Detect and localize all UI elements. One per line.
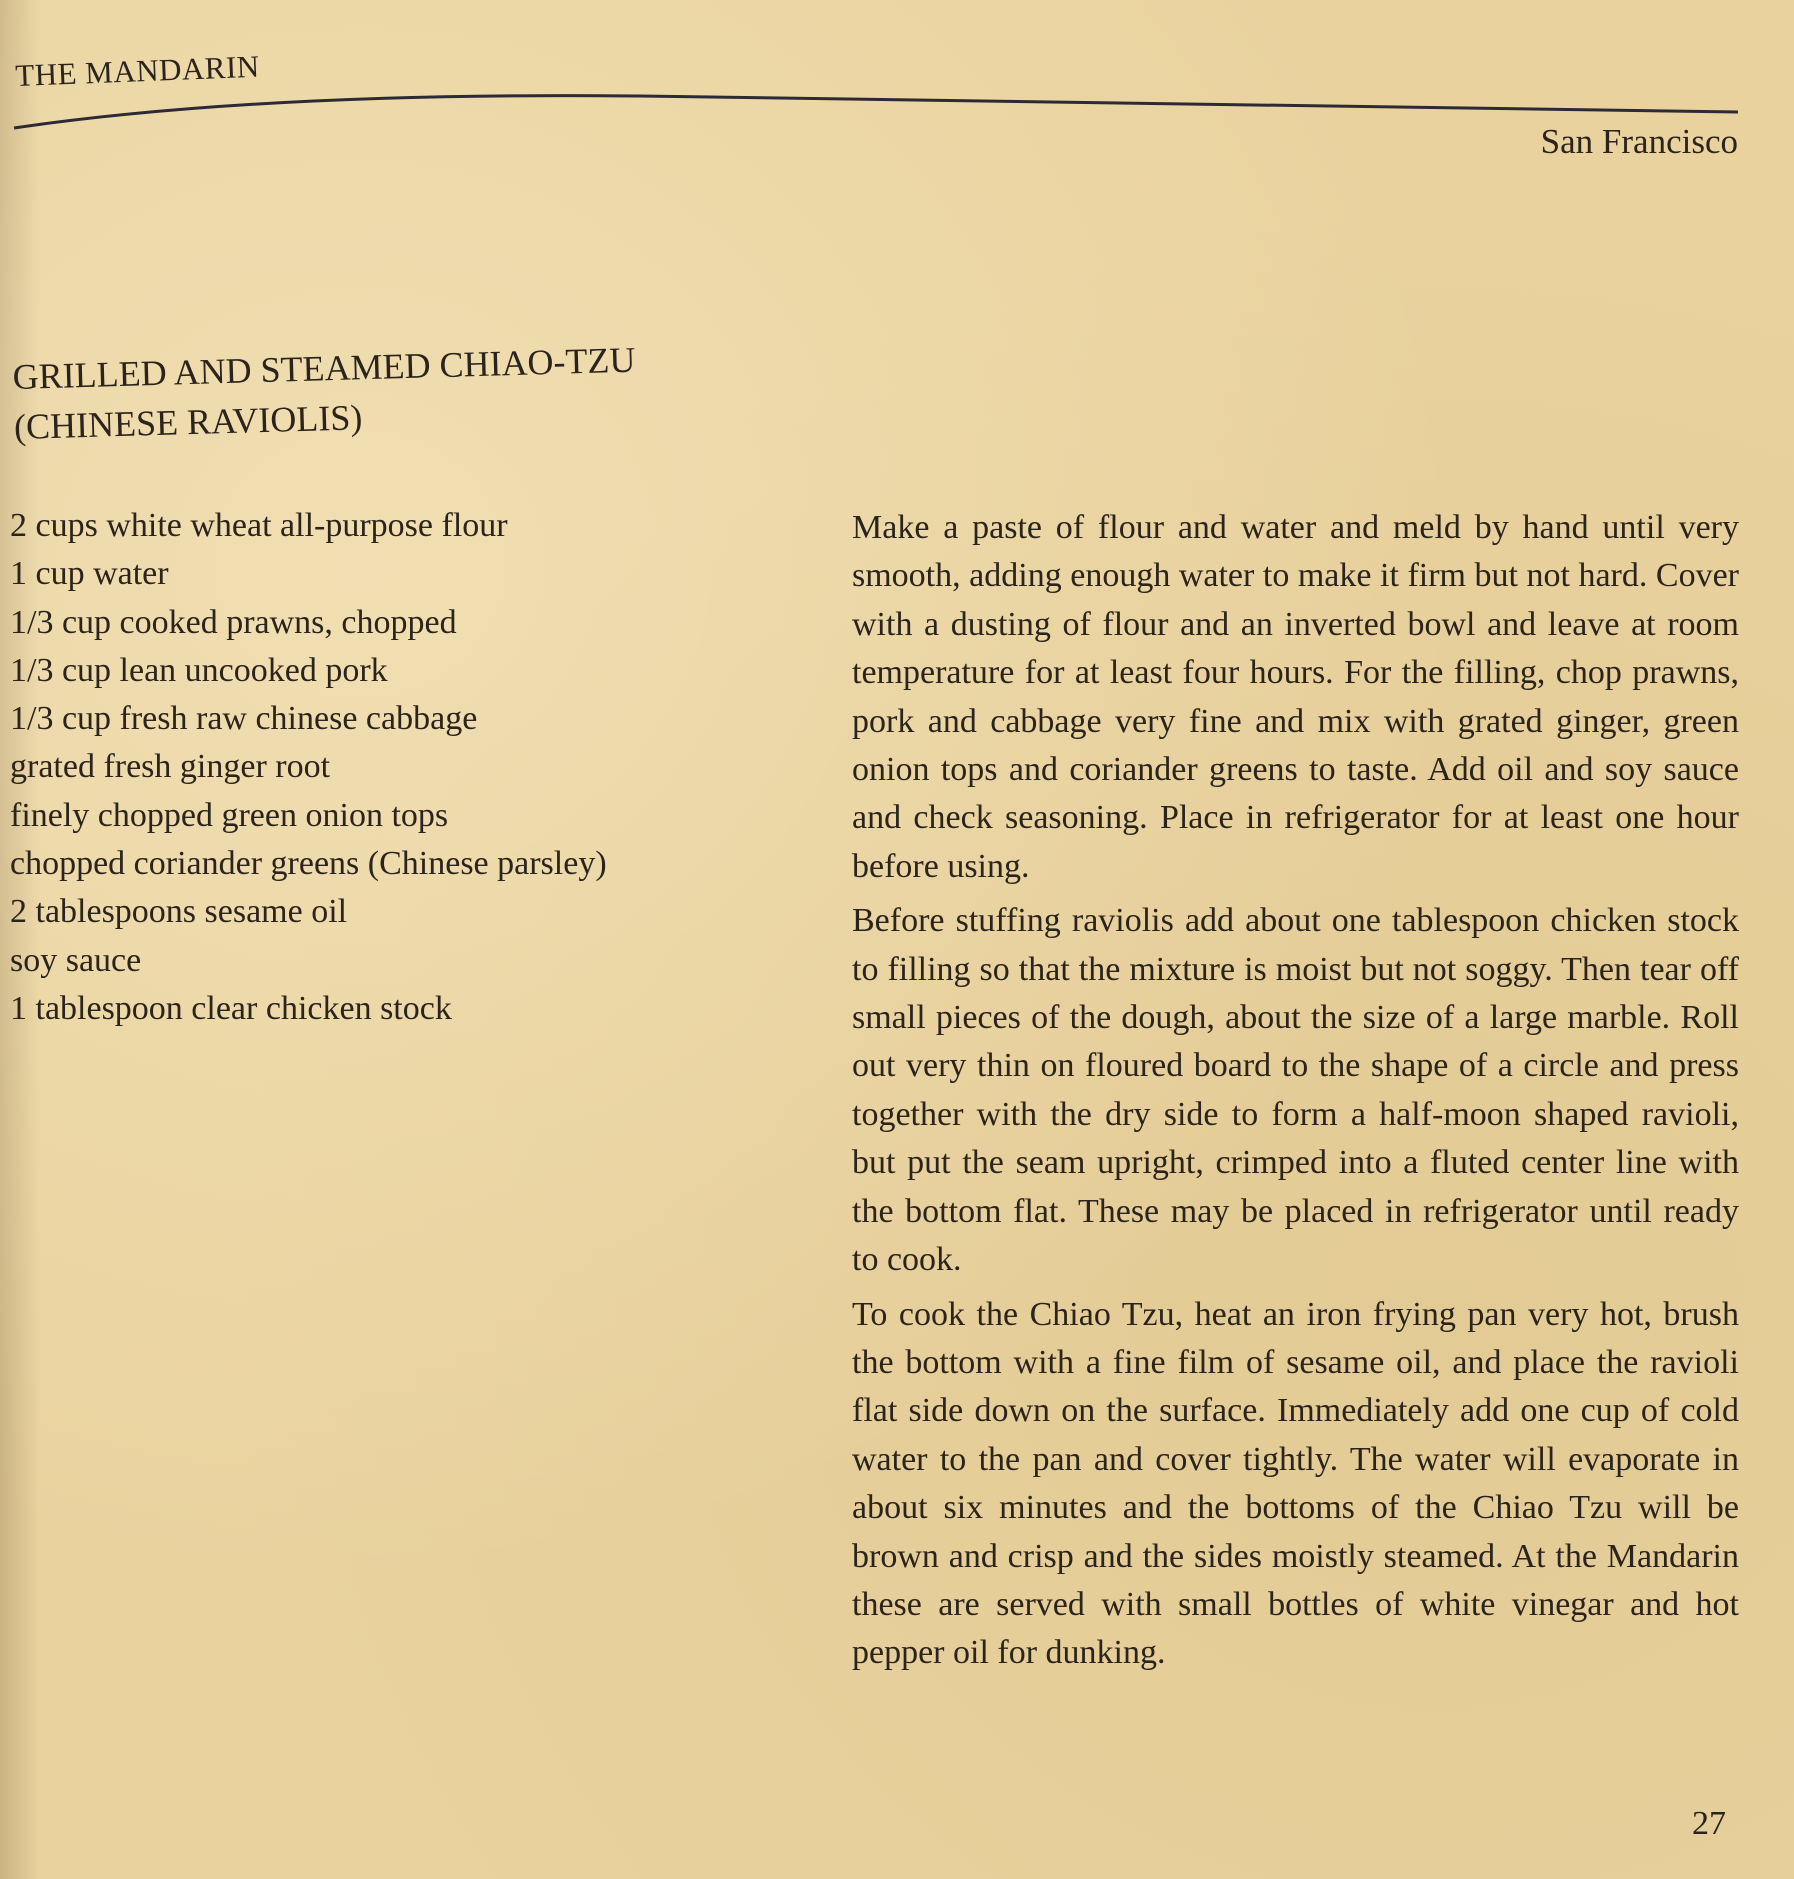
ingredient-item: grated fresh ginger root [10,748,331,786]
method-paragraph: Make a paste of flour and water and meld by hand until very smooth, adding enough water to make it firm but not hard. Cover with a dusting of flour and an inverted bowl and leave at room temperature for at least four hours. For the filling, chop prawns, pork and cabbage very fine and mix with grated ginger, green onion tops and coriander greens to taste. Add oil and soy sauce and check seasoning. Place in refrigerator for at least one hour before using. [852,509,1739,885]
ingredient-item: finely chopped green onion tops [10,796,449,834]
running-head: THE MANDARIN [14,48,261,94]
ingredient-item: 1 tablespoon clear chicken stock [10,989,452,1027]
ingredient-item: 1/3 cup lean uncooked pork [10,651,388,689]
recipe-title-line-1: GRILLED AND STEAMED CHIAO-TZU [12,339,636,397]
location-label: San Francisco [1540,122,1738,161]
method-paragraph: Before stuffing raviolis add about one tablespoon chicken stock to filling so that the mixture is moist but not soggy. Then tear off small pieces of the dough, about the size of a large marble. Roll out very thin on floured board to the shape of a circle and press together with the dry side to form a half-moon shaped ravioli, but put the seam upright, crimped into a fluted center line with the bottom flat. These may be placed in refrigerator until ready to cook. [852,902,1739,1279]
ingredient-item: 2 tablespoons sesame oil [10,893,348,931]
page-number: 27 [1692,1805,1726,1842]
ingredient-list [10,502,710,1033]
method-paragraph: To cook the Chiao Tzu, heat an iron frying pan very hot, brush the bottom with a fine film of sesame oil, and place the ravioli flat side down on the surface. Immediately add one cup of cold water to the pan and cover tightly. The water will evaporate in about six minutes and the bottoms of the Chiao Tzu will be brown and crisp and the sides moistly steamed. At the Mandarin these are served with small bottles of white vinegar and hot pepper oil for dunking. [852,1295,1739,1672]
header-rule [0,0,1794,160]
recipe-title-line-2: (CHINESE RAVIOLIS) [13,397,363,447]
ingredient-item: soy sauce [10,941,142,979]
recipe-title [12,335,637,452]
ingredient-item: 2 cups white wheat all-purpose flour [10,507,508,544]
ingredient-item: 1 cup water [10,555,169,593]
ingredient-item: chopped coriander greens (Chinese parsley) [10,845,607,883]
ingredient-item: 1/3 cup fresh raw chinese cabbage [10,700,478,738]
ingredient-item: 1/3 cup cooked prawns, chopped [10,603,457,641]
method-text [852,504,1739,1684]
